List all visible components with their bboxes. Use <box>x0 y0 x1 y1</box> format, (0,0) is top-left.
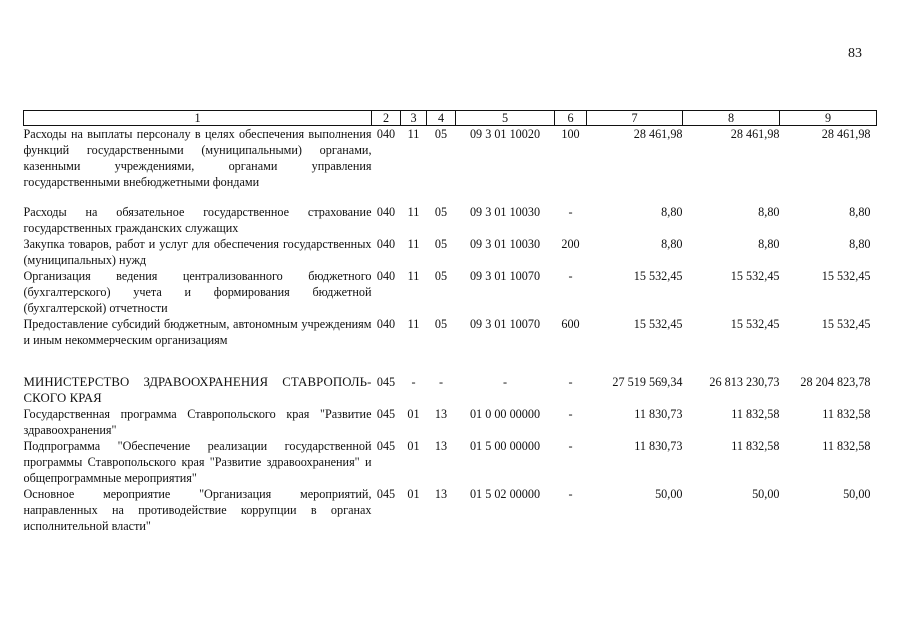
cell-col-6: - <box>568 486 573 501</box>
row-description: Расходы на выплаты персоналу в целях обеспечения выполнения функций государственными (муниципальными) органами, казенными учреждениями, органами управления государственными внебюджетными фондами <box>23 127 372 189</box>
cell-col-9: 28 461,98 <box>821 127 871 141</box>
cell-col-4: 13 <box>434 486 448 501</box>
cell-col-9: 15 532,45 <box>821 268 871 283</box>
cell-col-2: 040 <box>376 127 396 141</box>
cell-col-6: - <box>568 204 573 219</box>
page-number: 83 <box>848 46 862 61</box>
header-col-4: 4 <box>427 111 456 126</box>
header-col-9: 9 <box>780 111 877 126</box>
cell-col-3: - <box>411 374 416 389</box>
table-row <box>24 316 877 374</box>
table-row <box>24 126 877 204</box>
cell-col-4: 13 <box>434 438 448 453</box>
cell-col-5: 09 3 01 10030 <box>469 236 541 251</box>
cell-col-9: 11 832,58 <box>822 406 871 421</box>
cell-col-5: 09 3 01 10070 <box>469 316 541 331</box>
cell-col-9: 28 204 823,78 <box>800 374 871 389</box>
header-col-7: 7 <box>587 111 683 126</box>
cell-col-7: 15 532,45 <box>633 316 683 331</box>
table-row <box>24 236 877 268</box>
row-description: МИНИСТЕРСТВО ЗДРАВООХРАНЕНИЯ СТАВРОПОЛЬ-СКОГО КРАЯ <box>23 374 372 405</box>
cell-col-4: 13 <box>434 406 448 421</box>
cell-col-5: 09 3 01 10070 <box>469 268 541 283</box>
cell-col-8: 50,00 <box>752 486 780 501</box>
cell-col-3: 01 <box>407 486 420 501</box>
cell-col-9: 15 532,45 <box>821 316 871 331</box>
cell-col-9: 8,80 <box>849 236 871 251</box>
cell-col-4: 05 <box>434 127 448 141</box>
header-col-3: 3 <box>401 111 427 126</box>
cell-col-2: 045 <box>376 438 396 453</box>
table-row <box>24 268 877 316</box>
cell-col-7: 11 830,73 <box>634 406 683 421</box>
table-row <box>24 406 877 438</box>
cell-col-3: 01 <box>407 438 420 453</box>
header-col-6: 6 <box>555 111 587 126</box>
cell-col-2: 040 <box>376 268 396 283</box>
cell-col-5: 09 3 01 10020 <box>469 127 541 141</box>
cell-col-6: 600 <box>561 316 580 331</box>
header-col-2: 2 <box>372 111 401 126</box>
cell-col-7: 28 461,98 <box>633 127 683 141</box>
table-row <box>24 486 877 534</box>
cell-col-4: 05 <box>434 236 448 251</box>
table-row <box>24 204 877 236</box>
cell-col-8: 28 461,98 <box>730 127 780 141</box>
cell-col-8: 26 813 230,73 <box>709 374 780 389</box>
cell-col-4: 05 <box>434 316 448 331</box>
cell-col-3: 11 <box>407 204 420 219</box>
row-description: Закупка товаров, работ и услуг для обеспечения государственных (муниципальных) нужд <box>23 236 372 267</box>
cell-col-3: 11 <box>407 127 420 141</box>
cell-col-3: 11 <box>407 268 420 283</box>
cell-col-6: - <box>568 374 573 389</box>
cell-col-5: 01 5 00 00000 <box>469 438 541 453</box>
cell-col-8: 8,80 <box>758 236 780 251</box>
cell-col-2: 045 <box>376 486 396 501</box>
cell-col-9: 11 832,58 <box>822 438 871 453</box>
cell-col-7: 27 519 569,34 <box>612 374 683 389</box>
cell-col-4: 05 <box>434 204 448 219</box>
header-col-1: 1 <box>24 111 372 126</box>
cell-col-6: 100 <box>561 127 580 141</box>
cell-col-2: 045 <box>376 374 396 389</box>
cell-col-8: 8,80 <box>758 204 780 219</box>
cell-col-6: 200 <box>561 236 580 251</box>
cell-col-2: 040 <box>376 316 396 331</box>
cell-col-4: 05 <box>434 268 448 283</box>
cell-col-7: 11 830,73 <box>634 438 683 453</box>
cell-col-5: 01 0 00 00000 <box>469 406 541 421</box>
cell-col-8: 11 832,58 <box>731 406 780 421</box>
budget-table <box>23 110 877 534</box>
row-description: Организация ведения централизованного бюджетного (бухгалтерского) учета и формирования бюджетной (бухгалтерской) отчетности <box>23 268 372 315</box>
table-header-row <box>24 111 877 126</box>
cell-col-3: 11 <box>407 316 420 331</box>
cell-col-6: - <box>568 268 573 283</box>
cell-col-9: 8,80 <box>849 204 871 219</box>
cell-col-7: 50,00 <box>655 486 683 501</box>
cell-col-7: 8,80 <box>661 236 683 251</box>
cell-col-3: 01 <box>407 406 420 421</box>
row-description: Предоставление субсидий бюджетным, автономным учреждениям и иным некоммерческим организациям <box>23 316 372 347</box>
cell-col-6: - <box>568 406 573 421</box>
cell-col-8: 15 532,45 <box>730 268 780 283</box>
cell-col-8: 11 832,58 <box>731 438 780 453</box>
cell-col-5: 01 5 02 00000 <box>469 486 541 501</box>
cell-col-7: 8,80 <box>661 204 683 219</box>
cell-col-2: 040 <box>376 204 396 219</box>
cell-col-9: 50,00 <box>843 486 871 501</box>
header-col-5: 5 <box>456 111 555 126</box>
cell-col-6: - <box>568 438 573 453</box>
cell-col-4: - <box>438 374 444 389</box>
row-description: Основное мероприятие "Организация мероприятий, направленных на противодействие коррупции в органах исполнительной власти" <box>23 486 372 533</box>
cell-col-5: 09 3 01 10030 <box>469 204 541 219</box>
cell-col-3: 11 <box>407 236 420 251</box>
table-row <box>24 438 877 486</box>
cell-col-2: 040 <box>376 236 396 251</box>
row-description: Подпрограмма "Обеспечение реализации государственной программы Ставропольского края "Развитие здравоохранения" и общепрограммные мероприятия" <box>23 438 372 485</box>
header-col-8: 8 <box>683 111 780 126</box>
cell-col-2: 045 <box>376 406 396 421</box>
row-description: Государственная программа Ставропольского края "Развитие здравоохранения" <box>23 406 372 437</box>
row-description: Расходы на обязательное государственное страхование государственных гражданских служащих <box>23 204 372 235</box>
cell-col-7: 15 532,45 <box>633 268 683 283</box>
cell-col-8: 15 532,45 <box>730 316 780 331</box>
cell-col-5: - <box>502 374 508 389</box>
table-row <box>24 374 877 406</box>
